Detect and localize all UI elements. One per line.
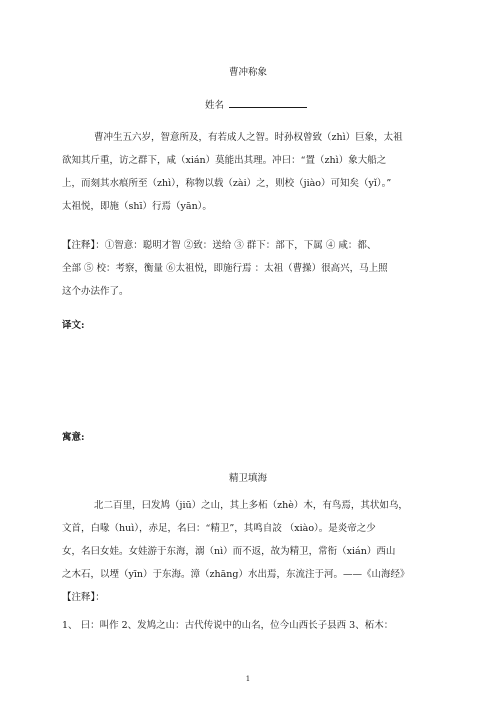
story1-body-line: 上，而刻其水痕所至（zhì），称物以载（zài）之，则校（jiào）可知矣（yǐ）。” — [62, 178, 392, 189]
name-field-line — [229, 107, 307, 108]
story1-notes-line: 这个办法作了。 — [62, 286, 129, 297]
story1-body-line: 太祖悦，即施（shī）行焉（yān）。 — [62, 201, 212, 212]
story2-body-line: 女，名曰女娃。女娃游于东海，溺（nì）而不返，故为精卫，常衔（xián）西山 — [62, 546, 396, 557]
story2-notes-line: 1、 曰：叫作 2、发鸠之山：古代传说中的山名，位今山西长子县西 3、柘木： — [62, 620, 394, 631]
story2-title: 精卫填海 — [228, 473, 267, 484]
story1-body-line: 欲知其斤重，访之群下，咸（xián）莫能出其理。冲曰：“置（zhì）象大船之 — [62, 155, 387, 166]
moral-label: 寓意: — [62, 432, 85, 443]
story2-notes-label: 【注释】： — [62, 592, 105, 603]
page-number: 1 — [245, 675, 251, 683]
story2-body-line: 北二百里，曰发鸠（jiū）之山，其上多柘（zhè）木，有鸟焉，其状如乌， — [94, 500, 408, 511]
story1-title: 曹冲称象 — [228, 67, 267, 78]
story2-body-line: 之木石，以堙（yīn）于东海。漳（zhāng）水出焉，东流注于河。——《山海经》 — [62, 569, 410, 580]
name-label: 姓名 — [205, 100, 225, 111]
story1-notes-line: 全部 ⑤ 校：考察，衡量 ⑥太祖悦，即施行焉 ：太祖（曹操）很高兴，马上照 — [62, 263, 388, 274]
story1-body-line: 曹冲生五六岁，智意所及，有若成人之智。时孙权曾致（zhì）巨象，太祖 — [94, 132, 403, 143]
story2-body-line: 文首，白喙（huì），赤足，名曰：“精卫”，其鸣自詨 （xiào）。是炎帝之少 — [62, 523, 376, 534]
story1-notes-line: 【注释】：①智意：聪明才智 ②致：送给 ③ 群下：部下，下属 ④ 咸：都、 — [62, 240, 377, 251]
translation-label: 译文: — [62, 320, 85, 331]
